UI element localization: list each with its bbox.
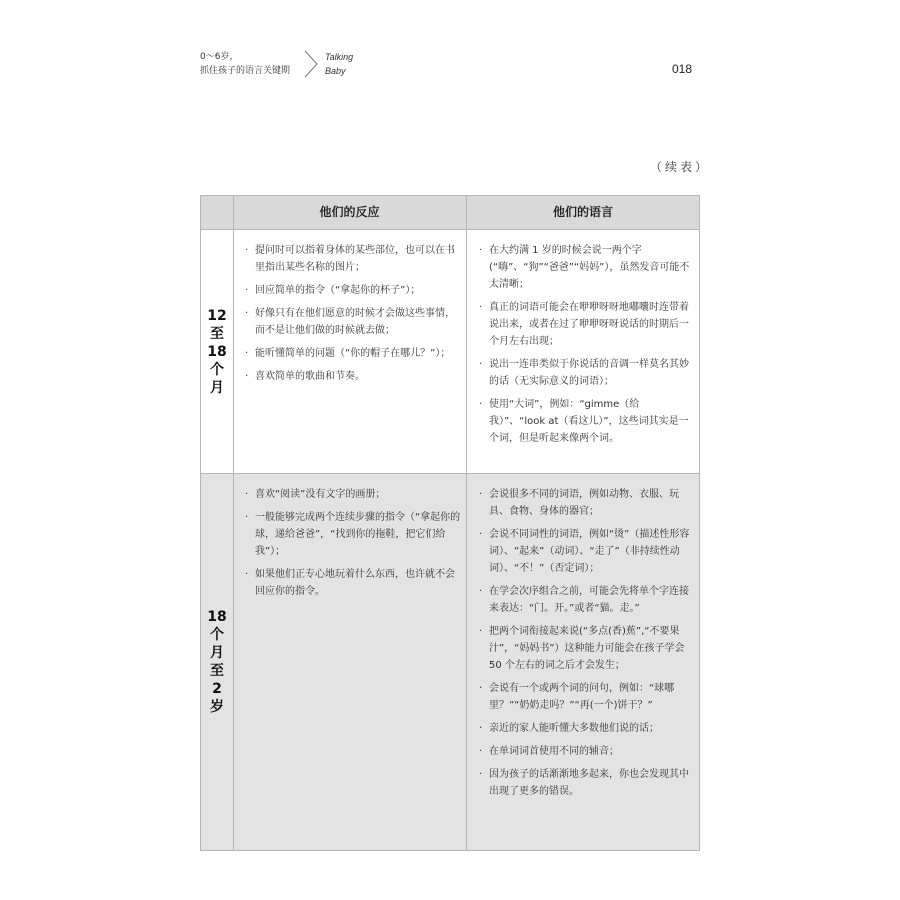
- age-label-char: 12: [207, 307, 227, 324]
- age-label-char: 月: [210, 379, 224, 396]
- age-label-char: 岁: [210, 699, 224, 715]
- age-label-char: 至: [210, 325, 224, 342]
- age-label-char: 个: [210, 627, 224, 643]
- running-header-english: [325, 50, 353, 78]
- column-header-reactions: 他们的反应: [319, 205, 380, 219]
- age-label-char: 月: [210, 645, 224, 661]
- list-item: · 会说不同词性的词语，例如“烫”（描述性形容词）、“起来”（动词）、“走了”（非持续性动词）、“不！”（否定词）；: [479, 526, 691, 577]
- language-cell: [479, 474, 691, 806]
- reactions-cell: [245, 230, 463, 391]
- column-divider: [466, 196, 467, 850]
- list-item: · 一般能够完成两个连续步骤的指令（“拿起你的球，递给爸爸”，“找到你的拖鞋，把它们给我”）；: [245, 509, 463, 560]
- age-range-label: [201, 230, 233, 473]
- chevron-right-icon: [304, 50, 318, 78]
- header-title-line2: 抓住孩子的语言关键期: [200, 66, 291, 76]
- age-label-char: 2: [212, 681, 222, 697]
- table-header-row: [201, 196, 699, 230]
- list-item: · 喜欢简单的歌曲和节奏。: [245, 368, 463, 385]
- table-row: [201, 230, 699, 473]
- column-divider: [233, 196, 234, 850]
- age-label-char: 18: [207, 343, 227, 360]
- list-item: · 喜欢“阅读”没有文字的画册；: [245, 486, 463, 503]
- list-item: · 在大约满 1 岁的时候会说一两个字(“嗨”、“狗”“爸爸”“妈妈”），虽然发音可能不太清晰；: [479, 242, 691, 293]
- reactions-cell: [245, 474, 463, 606]
- list-item: · 能听懂简单的问题（“你的帽子在哪儿？”）；: [245, 345, 463, 362]
- page-number: 018: [672, 62, 693, 76]
- list-item: · 因为孩子的话渐渐地多起来，你也会发现其中出现了更多的错误。: [479, 766, 691, 800]
- language-cell: [479, 230, 691, 453]
- list-item: · 在单词词首使用不同的辅音；: [479, 743, 691, 760]
- column-header-language: 他们的语言: [552, 205, 613, 219]
- list-item: · 在学会次序组合之前，可能会先将单个字连接来表达：“门。开。”或者“猫。走。”: [479, 583, 691, 617]
- age-label-char: 至: [210, 663, 224, 679]
- running-header-title: [200, 50, 290, 78]
- age-label-char: 18: [207, 609, 227, 625]
- list-item: · 说出一连串类似于你说话的音调一样莫名其妙的话（无实际意义的词语）；: [479, 356, 691, 390]
- development-table: [200, 195, 700, 851]
- age-range-label: [201, 474, 233, 850]
- list-item: · 提问时可以指着身体的某些部位，也可以在书里指出某些名称的图片；: [245, 242, 463, 276]
- list-item: · 会说很多不同的词语，例如动物、衣服、玩具、食物、身体的器官；: [479, 486, 691, 520]
- list-item: · 好像只有在他们愿意的时候才会做这些事情，而不是让他们做的时候就去做；: [245, 305, 463, 339]
- list-item: · 会说有一个或两个词的问句，例如：“球哪里？”“奶奶走吗？”“再(一个)饼干？”: [479, 680, 691, 714]
- header-english-line2: Baby: [325, 66, 346, 76]
- list-item: · 真正的词语可能会在咿咿呀呀地嘟囔时连带着说出来，或者在过了咿咿呀呀说话的时期后一个月左右出现；: [479, 299, 691, 350]
- continued-table-label: （续表）: [650, 160, 711, 174]
- table-row: [201, 474, 699, 850]
- list-item: · 亲近的家人能听懂大多数他们说的话；: [479, 720, 691, 737]
- list-item: · 把两个词衔接起来说(“多点(香)蕉”,“不要果汁”，“妈妈书”）这种能力可能会在孩子学会 50 个左右的词之后才会发生；: [479, 623, 691, 674]
- header-title-line1: 0～6岁，: [200, 52, 239, 62]
- header-english-line1: Talking: [325, 52, 354, 62]
- list-item: · 使用“大词”，例如：“gimme（给我）”、“look at（看这儿）”，这些词其实是一个词，但是听起来像两个词。: [479, 396, 691, 447]
- list-item: · 回应简单的指令（“拿起你的杯子”）；: [245, 282, 463, 299]
- age-label-char: 个: [210, 361, 224, 378]
- list-item: · 如果他们正专心地玩着什么东西，也许就不会回应你的指令。: [245, 566, 463, 600]
